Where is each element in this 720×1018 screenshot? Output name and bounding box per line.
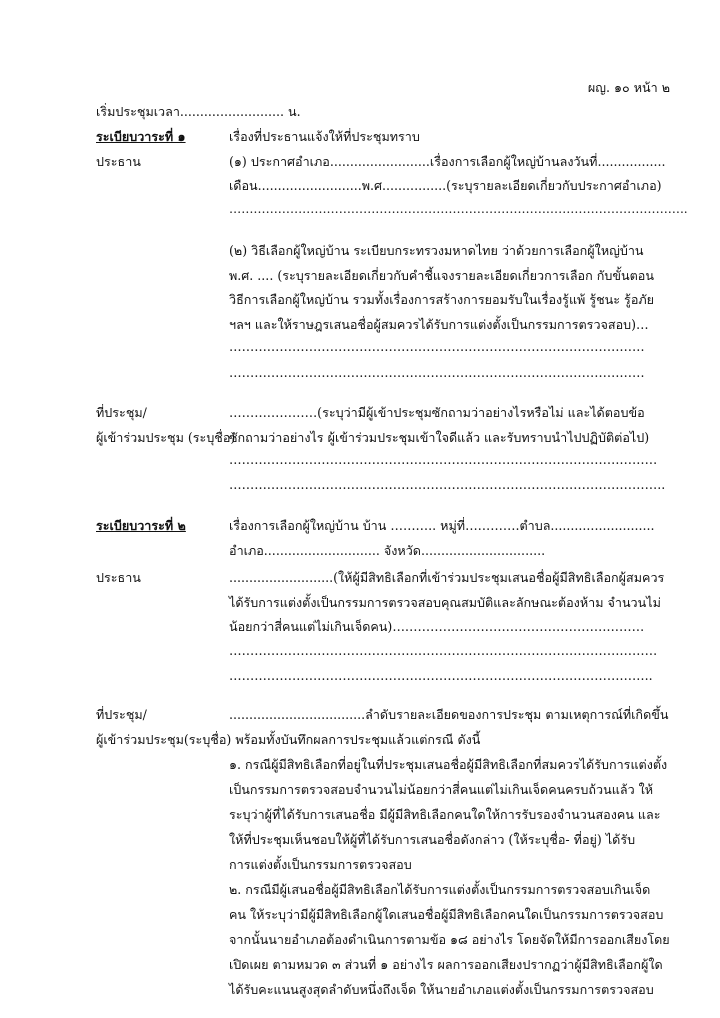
agenda-2-line1: ..........................(ให้ผู้มีสิทธิเลือกที่เข้าร่วมประชุมเสนอชื่อผู้มีสิทธิเลือกผู้สมควร (229, 570, 665, 585)
agenda-2-label: ระเบียบวาระที่ ๒ (96, 518, 186, 533)
agenda-1-item1-line3: ………………………………………………………………………………………………….. (229, 202, 688, 216)
agenda-1-label: ระเบียบวาระที่ ๑ (96, 129, 186, 144)
agenda-1-item2-line2: พ.ศ. .... (ระบุรายละเอียดเกี่ยวกับคำชี้แจงรายละเอียดเกี่ยวการเลือก กับขั้นตอน (229, 268, 654, 283)
agenda-1-item1-line1: (๑) ประกาศอำเภอ.........................เรื่องการเลือกผู้ใหญ่บ้านลงวันที่................. (229, 154, 666, 169)
agenda-2-case1-line1: ๑. กรณีผู้มีสิทธิเลือกที่อยู่ในที่ประชุมเสนอชื่อผู้มีสิทธิเลือกที่สมควรได้รับการแต่งตั้ง (229, 757, 668, 772)
agenda-2-title-line2: อำเภอ............................. จังหวัด............................... (229, 543, 546, 558)
agenda-1-meeting-label-2: ผู้เข้าร่วมประชุม (ระบุชื่อ) (96, 430, 236, 445)
agenda-2-case1-line5: การแต่งตั้งเป็นกรรมการตรวจสอบ (229, 857, 412, 872)
agenda-1-dots-1: ……………………………………………………………………………………… (229, 339, 645, 354)
agenda-2-speaker: ประธาน (96, 570, 141, 585)
agenda-2-case2-line3: จากนั้นนายอำเภอต้องดำเนินการตามข้อ ๑๘ อย่างไร โดยจัดให้มีการออกเสียงโดย (229, 932, 670, 947)
agenda-1-item2-line1: (๒) วิธีเลือกผู้ใหญ่บ้าน ระเบียบกระทรวงมหาดไทย ว่าด้วยการเลือกผู้ใหญ่บ้าน (229, 243, 644, 258)
agenda-2-line2: ได้รับการแต่งตั้งเป็นกรรมการตรวจสอบคุณสมบัติและลักษณะต้องห้าม จำนวนไม่ (229, 595, 661, 610)
agenda-2-case1-line4: ให้ที่ประชุมเห็นชอบให้ผู้ที่ได้รับการเสนอชื่อดังกล่าว (ให้ระบุชื่อ- ที่อยู่) ได้รับ (229, 832, 636, 847)
agenda-2-case1-line3: ระบุว่าผู้ที่ได้รับการเสนอชื่อ มีผู้มีสิทธิเลือกคนใดให้การรับรองจำนวนสองคน และ (229, 807, 661, 822)
agenda-2-meeting-full-line: ผู้เข้าร่วมประชุม(ระบุชื่อ) พร้อมทั้งบันทึกผลการประชุมแล้วแต่กรณี ดังนี้ (96, 732, 481, 747)
agenda-1-dots-4: ………………………………………………………………………………………….. (229, 477, 666, 492)
page-reference: ผญ. ๑๐ หน้า ๒ (587, 80, 670, 95)
agenda-2-meeting-line1: ..................................ลำดับรายละเอียดของการประชุม ตามเหตุการณ์ที่เกิดขึ้น (229, 707, 669, 722)
agenda-1-speaker: ประธาน (96, 154, 141, 169)
agenda-1-item2-line4: ฯลฯ และให้ราษฎรเสนอชื่อผู้สมควรได้รับการแต่งตั้งเป็นกรรมการตรวจสอบ)… (229, 317, 649, 332)
agenda-2-meeting-label-1: ที่ประชุม/ (96, 707, 147, 722)
agenda-2-case2-line1: ๒. กรณีมีผู้เสนอชื่อผู้มีสิทธิเลือกได้รับการแต่งตั้งเป็นกรรมการตรวจสอบเกินเจ็ด (229, 882, 651, 897)
agenda-1-title: เรื่องที่ประธานแจ้งให้ที่ประชุมทราบ (229, 129, 420, 144)
agenda-1-meeting-label-1: ที่ประชุม/ (96, 405, 147, 420)
agenda-1-dots-2: ……………………………………………………………………………………… (229, 365, 645, 380)
start-time-line: เริ่มประชุมเวลา.......................... น. (96, 104, 301, 119)
agenda-2-case2-line5: ได้รับคะแนนสูงสุดลำดับหนึ่งถึงเจ็ด ให้นายอำเภอแต่งตั้งเป็นกรรมการตรวจสอบ (229, 982, 654, 997)
agenda-1-dots-3: ………………………………………………………………………………………… (229, 452, 658, 467)
agenda-2-title-line1: เรื่องการเลือกผู้ใหญ่บ้าน บ้าน ……….. หมู่ที่………….ตำบล.......................... (229, 518, 655, 533)
agenda-2-line3: น้อยกว่าสี่คนแต่ไม่เกินเจ็ดคน)…………………………………………………… (229, 619, 645, 634)
agenda-1-meeting-line1: …………………(ระบุว่ามีผู้เข้าประชุมซักถามว่าอย่างไรหรือไม่ และได้ตอบข้อ (229, 405, 645, 420)
agenda-1-item1-line2: เดือน..........................พ.ศ................(ระบุรายละเอียดเกี่ยวกับประกาศอำเภอ) (229, 178, 662, 193)
agenda-2-dots-2: ……………………………………………………………………………………….. (229, 668, 653, 683)
agenda-1-item2-line3: วิธีการเลือกผู้ใหญ่บ้าน รวมทั้งเรื่องการสร้างการยอมรับในเรื่องรู้แพ้ รู้ชนะ รู้อภัย (229, 292, 655, 307)
agenda-2-dots-1: ………………………………………………………………………………………… (229, 643, 658, 658)
agenda-2-case1-line2: เป็นกรรมการตรวจสอบจำนวนไม่น้อยกว่าสี่คนแต่ไม่เกินเจ็ดคนครบถ้วนแล้ว ให้ (229, 782, 654, 797)
agenda-2-case2-line4: เปิดเผย ตามหมวด ๓ ส่วนที่ ๑ อย่างไร ผลการออกเสียงปรากฏว่าผู้มีสิทธิเลือกผู้ใด (229, 957, 663, 972)
agenda-1-meeting-line2: ซักถามว่าอย่างไร ผู้เข้าร่วมประชุมเข้าใจดีแล้ว และรับทราบนำไปปฏิบัติต่อไป) (229, 430, 650, 445)
agenda-2-case2-line2: คน ให้ระบุว่ามีผู้มีสิทธิเลือกผู้ใดเสนอชื่อผู้มีสิทธิเลือกคนใดเป็นกรรมการตรวจสอบ (229, 907, 664, 922)
